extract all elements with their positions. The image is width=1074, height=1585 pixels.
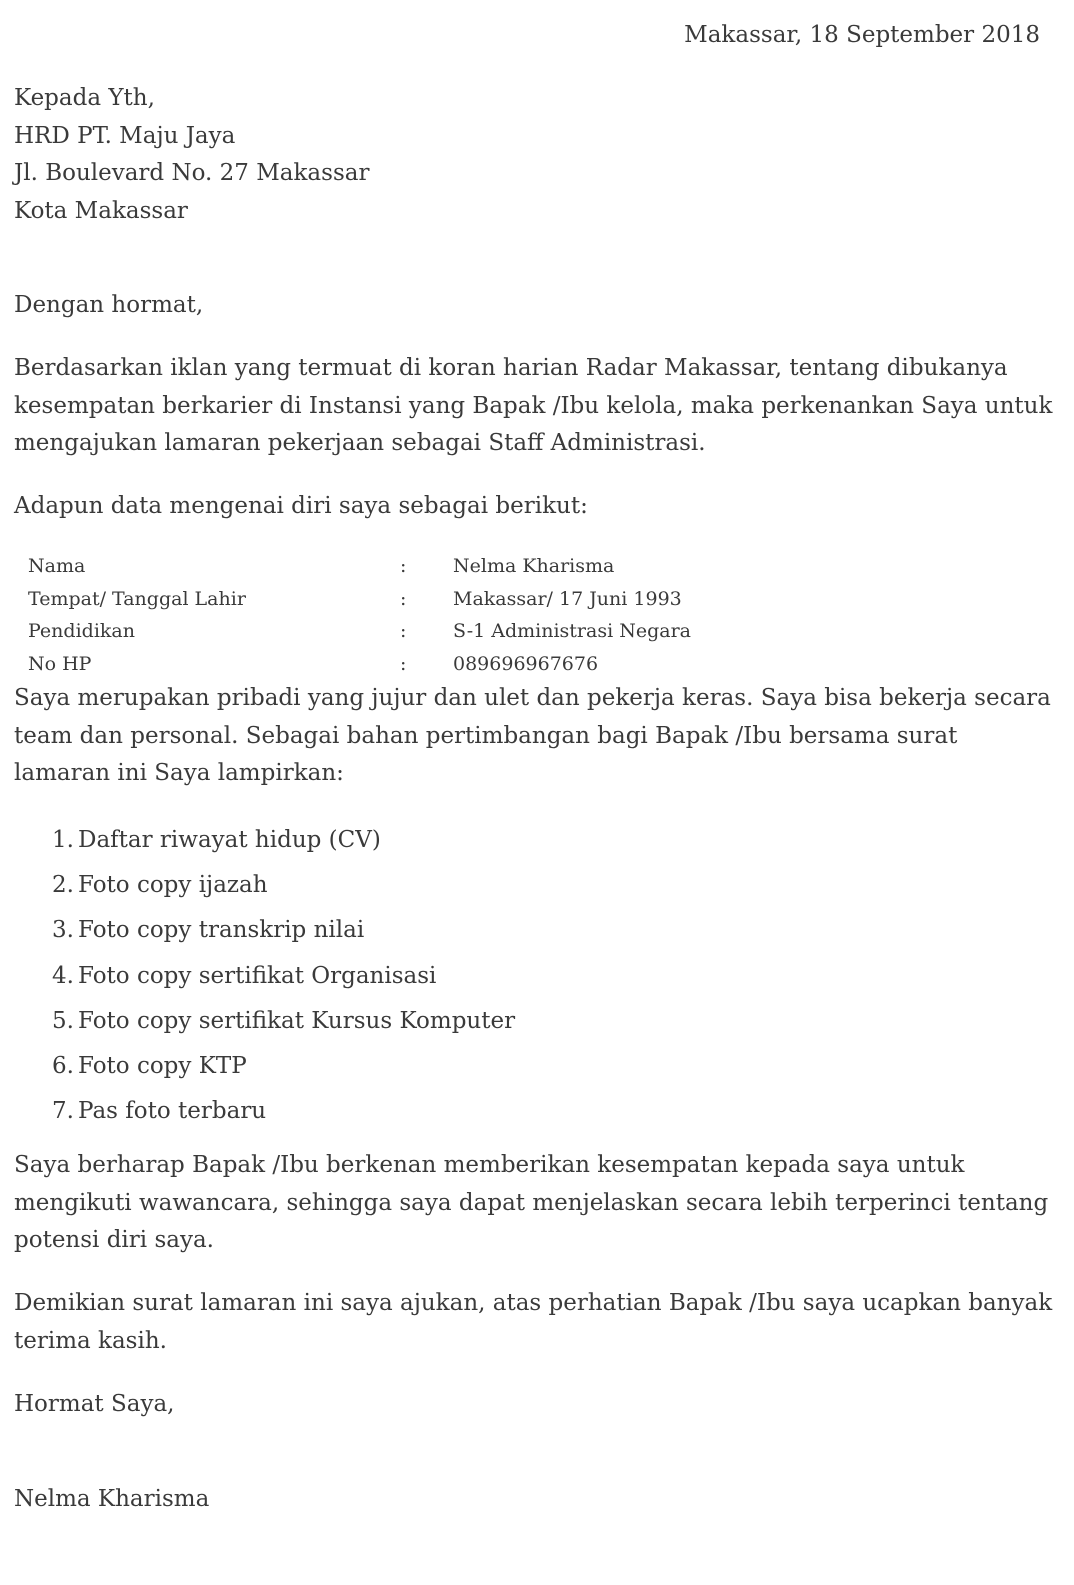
data-row [28, 583, 1028, 616]
data-value: Makassar/ 17 Juni 1993 [453, 587, 682, 610]
list-item-text: Foto copy sertifikat Kursus Komputer [78, 1007, 516, 1034]
data-row [28, 615, 1028, 648]
list-item-number: 3. [52, 917, 74, 944]
closing-salutation: Hormat Saya, [14, 1391, 175, 1417]
data-row [28, 550, 1028, 583]
data-label: Nama [28, 555, 86, 577]
list-item-number: 7. [52, 1098, 74, 1125]
recipient-line-4: Kota Makassar [14, 197, 188, 224]
recipient-address [14, 80, 1054, 230]
data-separator: : [400, 652, 407, 675]
paragraph-closing: Demikian surat lamaran ini saya ajukan, atas perhatian Bapak /Ibu saya ucapkan banyak terima kasih. [14, 1290, 1053, 1354]
paragraph-self-description: Saya merupakan pribadi yang jujur dan ulet dan pekerja keras. Saya bisa bekerja secara team dan personal. Sebagai bahan pertimbangan bagi Bapak /Ibu bersama surat lamaran ini Saya lampirkan: [14, 685, 1051, 786]
personal-data-table [28, 550, 1028, 680]
data-label: Tempat/ Tanggal Lahir [28, 587, 246, 610]
list-item-text: Foto copy ijazah [78, 872, 268, 899]
list-item-text: Pas foto terbaru [78, 1098, 267, 1125]
greeting: Dengan hormat, [14, 292, 204, 318]
data-label: No HP [28, 652, 92, 675]
list-item-number: 2. [52, 872, 74, 899]
paragraph-opening: Berdasarkan iklan yang termuat di koran harian Radar Makassar, tentang dibukanya kesempatan berkarier di Instansi yang Bapak /Ibu kelola, maka perkenankan Saya untuk mengajukan lamaran pekerjaan sebagai Staff Administrasi. [14, 355, 1053, 456]
data-value: S-1 Administrasi Negara [453, 620, 691, 642]
data-separator: : [400, 620, 407, 642]
data-value: 089696967676 [453, 652, 599, 675]
recipient-line-2: HRD PT. Maju Jaya [14, 122, 236, 149]
recipient-line-1: Kepada Yth, [14, 85, 155, 111]
data-label: Pendidikan [28, 620, 135, 642]
recipient-line-3: Jl. Boulevard No. 27 Makassar [14, 160, 370, 186]
data-separator: : [400, 587, 407, 610]
list-item-number: 1. [52, 827, 74, 853]
list-item-text: Foto copy KTP [78, 1052, 247, 1079]
signature-name: Nelma Kharisma [14, 1486, 210, 1512]
list-item-text: Foto copy transkrip nilai [78, 917, 365, 944]
data-value: Nelma Kharisma [453, 555, 615, 577]
paragraph-interview-request: Saya berharap Bapak /Ibu berkenan memberikan kesempatan kepada saya untuk mengikuti wawancara, sehingga saya dapat menjelaskan secara lebih terperinci tentang potensi diri saya. [14, 1152, 1049, 1253]
data-row [28, 648, 1028, 681]
data-intro: Adapun data mengenai diri saya sebagai berikut: [14, 493, 588, 519]
list-item-number: 4. [52, 962, 74, 989]
list-item-number: 6. [52, 1052, 74, 1079]
list-item-text: Foto copy sertifikat Organisasi [78, 962, 437, 989]
data-separator: : [400, 555, 407, 577]
letter-date: Makassar, 18 September 2018 [684, 22, 1040, 48]
list-item-number: 5. [52, 1007, 74, 1034]
list-item-text: Daftar riwayat hidup (CV) [78, 827, 381, 853]
